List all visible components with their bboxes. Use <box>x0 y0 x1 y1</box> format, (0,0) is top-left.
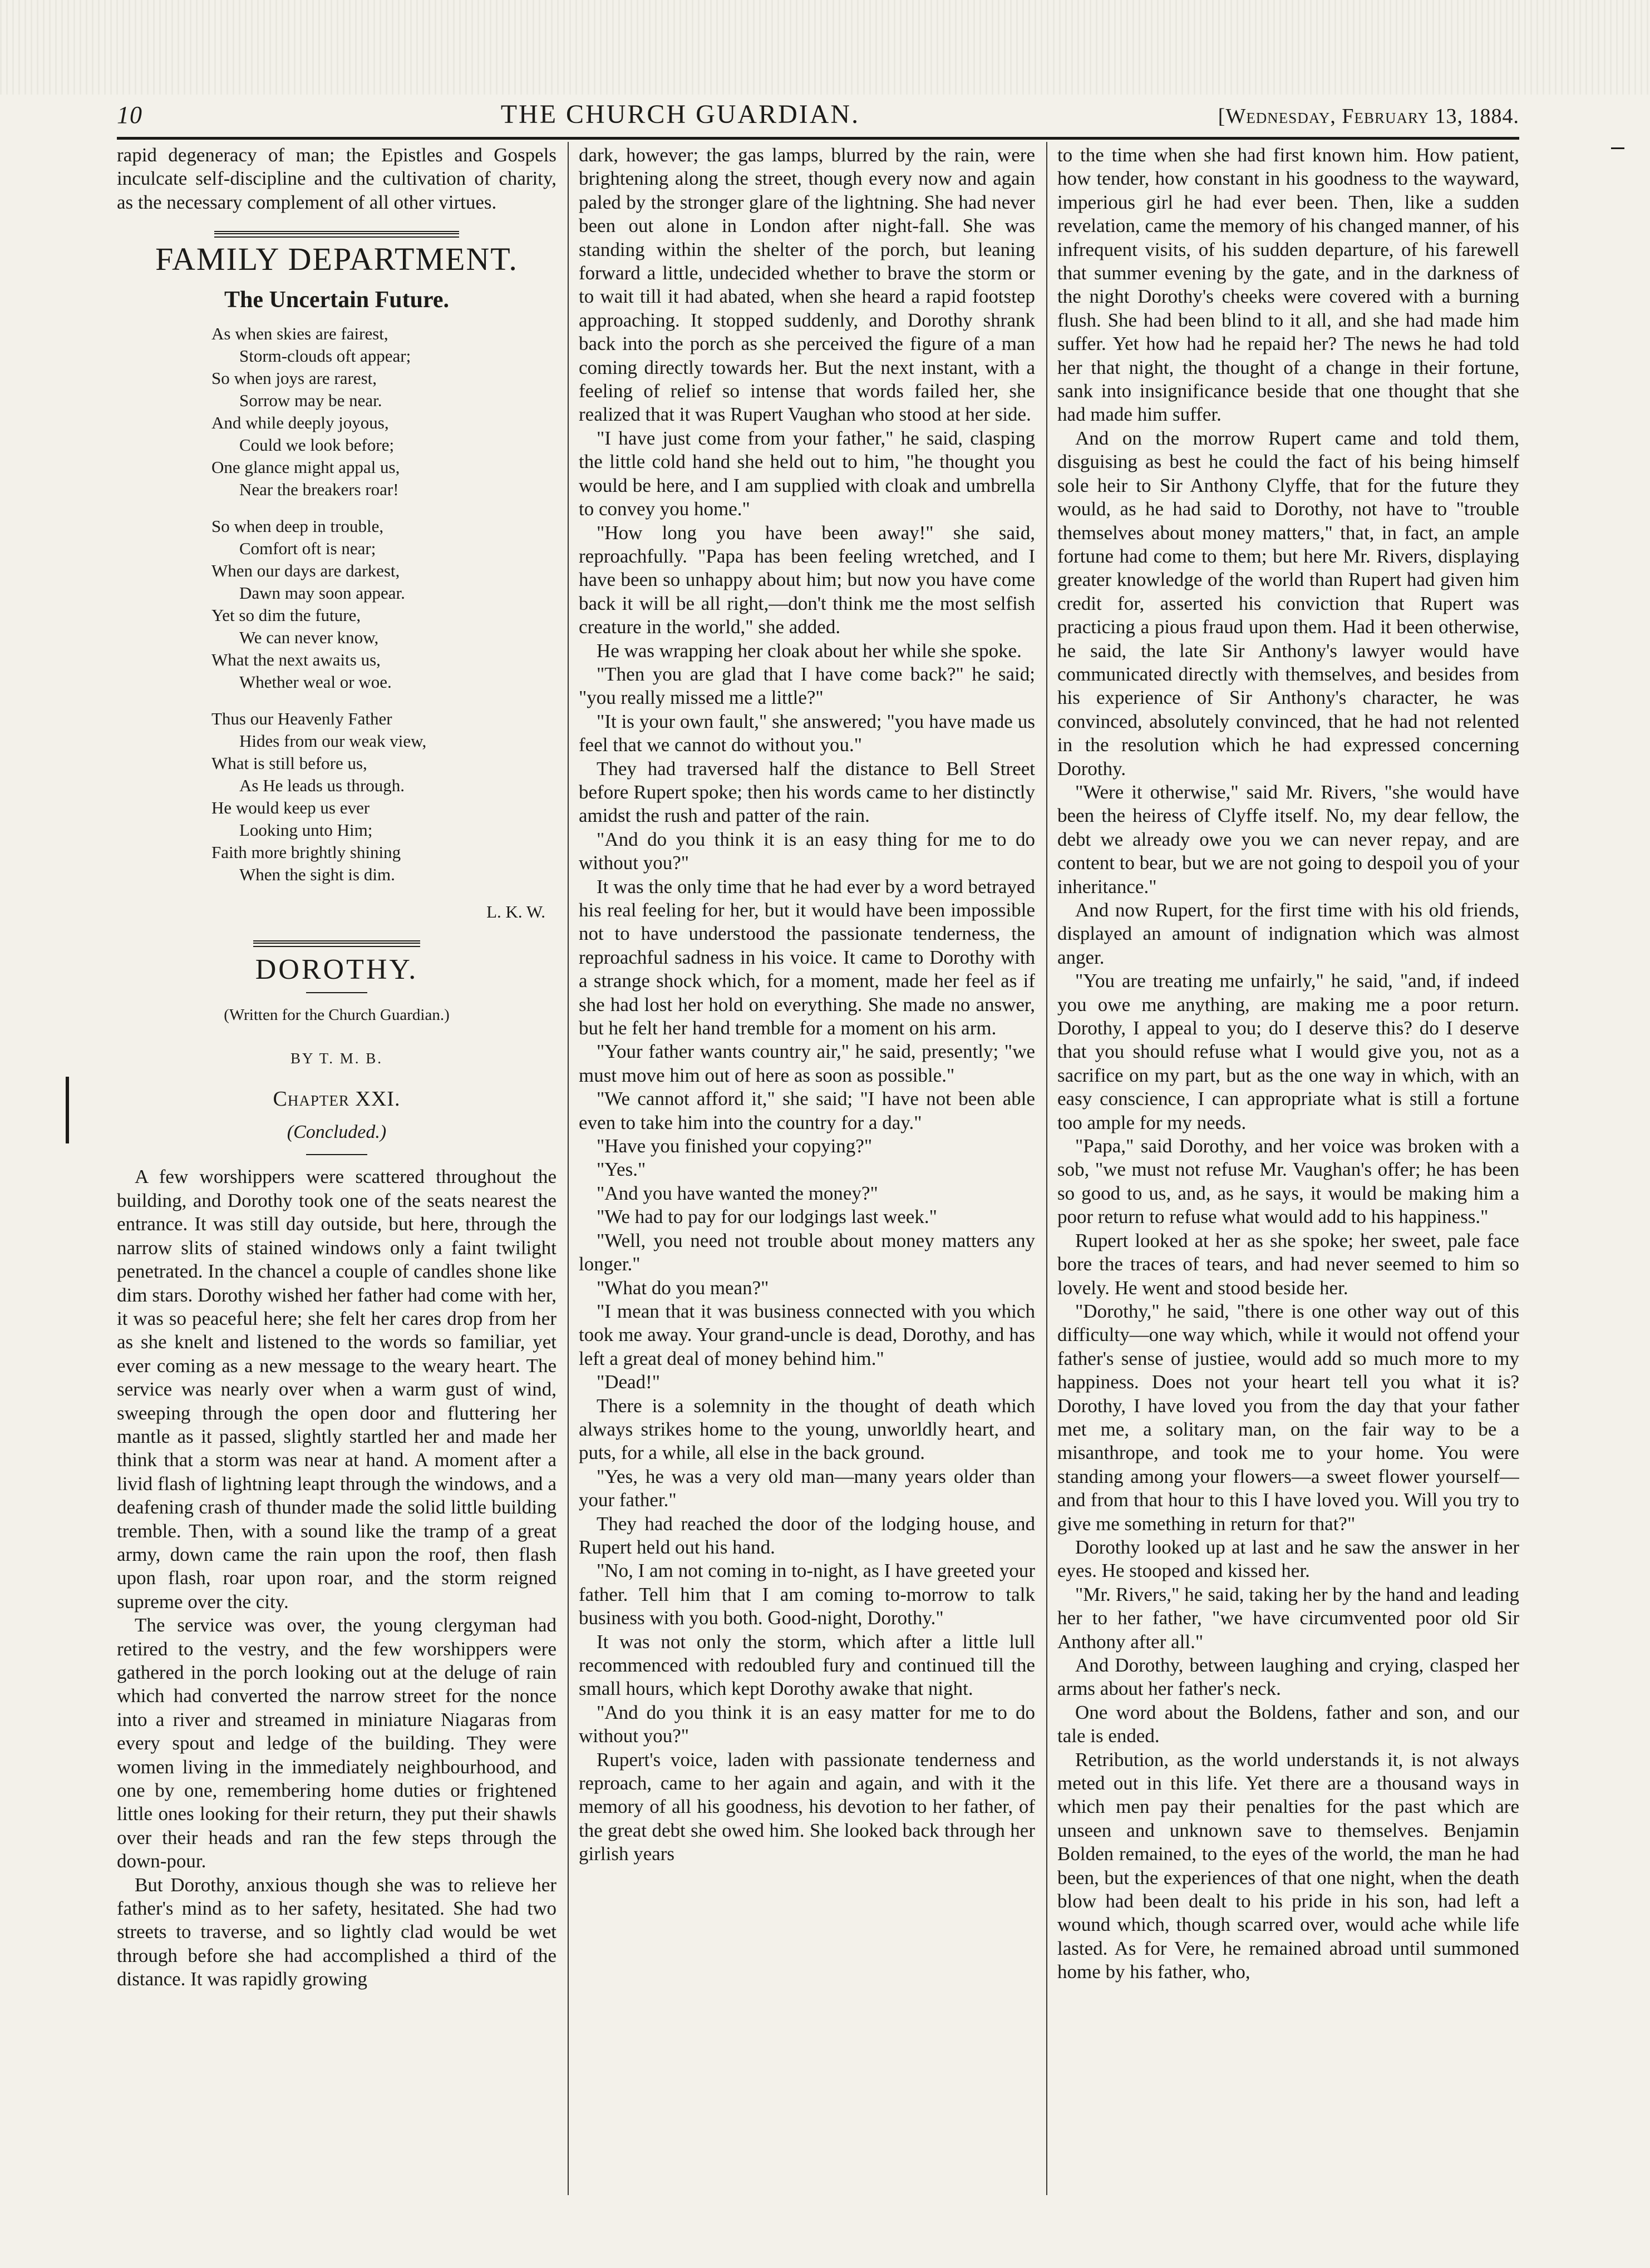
poem-line: Looking unto Him; <box>239 820 373 840</box>
story-title: DOROTHY. <box>255 954 418 986</box>
poem-line: Yet so dim the future, <box>211 605 361 625</box>
poem-line: What is still before us, <box>211 753 367 773</box>
poem-line: He would keep us ever <box>211 798 370 818</box>
story-paragraph: "I have just come from your father," he said, clasping the little cold hand she held out to him, "he thought you would be here, and I am supplied with cloak and umbrella to convey you home." <box>579 427 1035 520</box>
poem-line: As when skies are fairest, <box>211 324 388 344</box>
poem-line: One glance might appal us, <box>211 457 400 477</box>
story-paragraph: The service was over, the young clergyman had retired to the vestry, and the few worshippers were gathered in the porch looking out at the deluge of rain which had converted the narrow street for the nonce into a river and streamed in miniature Niagaras from every spout and ledge of the building. They were women living in the immediately neighbourhood, and one by one, remembering home duties or frightened little ones looking for their return, they put their shawls over their heads and ran the few steps through the down-pour. <box>117 1614 556 1872</box>
story-paragraph: A few worshippers were scattered throughout the building, and Dorothy took one of the seats nearest the entrance. It was still day outside, but here, through the narrow slits of stained windows only a faint twilight penetrated. In the chancel a couple of candles shone like dim stars. Dorothy wished her father had come with her, it was so peaceful here; she felt her cares drop from her as she knelt and listened to the words so familiar, yet ever coming as a new message to the weary heart. The service was nearly over when a warm gust of wind, sweeping through the open door and fluttering her mantle as it passed, slightly startled her and made her think that a storm was near at hand. A moment after a livid flash of lightning leapt through the windows, and a deafening crash of thunder made the solid little building tremble. Then, with a sound like the tramp of a great army, down came the rain upon the roof, then flash upon flash, roar upon roar, and the storm reigned supreme over the city. <box>117 1166 556 1613</box>
story-paragraph: Retribution, as the world understands it, is not always meted out in this life. Yet there are a thousand ways in which men pay their penalties for the past which are unseen and unknown save to themselves. Benjamin Bolden remained, to the eyes of the world, the man he had been, but the experiences of that one night, when the death blow had been dealt to his pride in his son, had left a wound which, though scarred over, would ache while life lasted. As for Vere, he remained abroad until summoned home by his father, who, <box>1057 1748 1519 1983</box>
story-paragraph: "I mean that it was business connected with you which took me away. Your grand-uncle is dead, Dorothy, and has left a great deal of money behind him." <box>579 1300 1035 1369</box>
written-for-note: (Written for the Church Guardian.) <box>224 1005 450 1024</box>
lead-in-paragraph: rapid degeneracy of man; the Epistles and Gospels inculcate self-discipline and the cultivation of charity, as the necessary complement of all other virtues. <box>117 144 556 213</box>
story-paragraph: Rupert looked at her as she spoke; her sweet, pale face bore the traces of tears, and had never seemed to him so lovely. He went and stood beside her. <box>1057 1229 1519 1299</box>
page-number: 10 <box>117 101 142 129</box>
story-paragraph: to the time when she had first known him. How patient, how tender, how constant in his goodness to the wayward, imperious girl he had ever been. Then, like a sudden revelation, came the memory of his changed manner, of his infrequent visits, of his sudden departure, of his farewell that summer evening by the gate, and in the darkness of the night Dorothy's cheeks were covered with a burning flush. She had been blind to it all, and she had made him suffer. Yet how had he repaid her? The news he had told her that night, the thought of a change in their fortune, sank into insignificance beside that one thought that she had made him suffer. <box>1057 144 1519 426</box>
column-2 <box>579 144 1035 2197</box>
story-paragraph: "How long you have been away!" she said, reproachfully. "Papa has been feeling wretched, and I have been so unhappy about him; but now you have come back it will be all right,—don't think me the most selfish creature in the world," she added. <box>579 521 1035 638</box>
poem-stanza <box>211 323 556 501</box>
poem-line: And while deeply joyous, <box>211 413 389 433</box>
story-paragraph: One word about the Boldens, father and son, and our tale is ended. <box>1057 1701 1519 1747</box>
story-paragraph: And on the morrow Rupert came and told them, disguising as best he could the fact of his being himself sole heir to Sir Anthony Clyffe, that for the future they would, as he had said to Dorothy, not have to "trouble themselves about money matters," that, in fact, an ample fortune had come to them; but here Mr. Rivers, displaying greater knowledge of the world than Rupert had given him credit for, asserted his conviction that Rupert was practicing a pious fraud upon them. Had it been otherwise, he said, the late Sir Anthony's lawyer would have communicated directly with themselves, and besides from his experience of Sir Anthony's character, he was convinced, absolutely convinced, that he had not relented in the resolution which he had expressed concerning Dorothy. <box>1057 427 1519 780</box>
story-paragraph: They had reached the door of the lodging house, and Rupert held out his hand. <box>579 1512 1035 1558</box>
concluded-note: (Concluded.) <box>287 1122 387 1143</box>
poem-line: What the next awaits us, <box>211 650 381 670</box>
short-rule <box>306 992 367 993</box>
story-paragraph: "Well, you need not trouble about money matters any longer." <box>579 1229 1035 1275</box>
poem-line: Dawn may soon appear. <box>239 583 405 603</box>
poem-line: Hides from our weak view, <box>239 731 427 751</box>
column-1 <box>117 144 556 2197</box>
masthead-rule <box>117 137 1519 140</box>
column-3 <box>1057 144 1519 2197</box>
story-paragraph: There is a solemnity in the thought of death which always strikes home to the young, unworldly heart, and puts, for a while, all else in the back ground. <box>579 1394 1035 1464</box>
story-paragraph: Dorothy looked up at last and he saw the answer in her eyes. He stooped and kissed her. <box>1057 1536 1519 1582</box>
column-divider-1 <box>568 142 569 2195</box>
story-paragraph: "Were it otherwise," said Mr. Rivers, "she would have been the heiress of Clyffe itself. No, my dear fellow, the debt we already owe you we can never repay, and are content to bear, but we are not going to despoil you of your inheritance." <box>1057 781 1519 898</box>
story-paragraph: And now Rupert, for the first time with his old friends, displayed an amount of indignation which was almost anger. <box>1057 899 1519 968</box>
story-paragraph: Rupert's voice, laden with passionate tenderness and reproach, came to her again and again, and with it the memory of all his goodness, his devotion to her father, of the great debt she owed him. She looked back through her girlish years <box>579 1748 1035 1865</box>
story-paragraph: But Dorothy, anxious though she was to relieve her father's mind as to her safety, hesitated. She had two streets to traverse, and so lightly clad would be wet through before she had accomplished a third of the distance. It was rapidly growing <box>117 1873 556 1990</box>
story-paragraph: "We cannot afford it," she said; "I have not been able even to take him into the country for a day." <box>579 1088 1035 1133</box>
column-divider-2 <box>1046 142 1047 2195</box>
margin-mark <box>66 1077 69 1143</box>
story-paragraph: "Mr. Rivers," he said, taking her by the hand and leading her to her father, "we have circumvented poor old Sir Anthony after all." <box>1057 1583 1519 1653</box>
story-paragraph: "You are treating me unfairly," he said, "and, if indeed you owe me anything, are making me a poor return. Dorothy, I appeal to you; do I deserve this? do I deserve that you should refuse what I would give you, not as a sacrifice on my part, but as the one way in which, with an easy conscience, I can appropriate what is still a fortune too ample for my needs. <box>1057 970 1519 1133</box>
story-paragraph: "Yes." <box>597 1158 646 1181</box>
story-paragraph: "Dorothy," he said, "there is one other way out of this difficulty—one way which, while it would not offend your father's sense of justiee, would add so much more to my happiness. Does not your heart tell you what it is? Dorothy, I have loved you from the day that your father met me, a solitary man, on the fair way to be a misanthrope, and took me to your home. You were standing among your flowers—a sweet flower yourself—and from that hour to this I have loved you. Will you try to give me something in return for that?" <box>1057 1300 1519 1535</box>
poem-line: Thus our Heavenly Father <box>211 709 392 729</box>
story-paragraph: "We had to pay for our lodgings last week." <box>597 1206 937 1228</box>
department-heading: FAMILY DEPARTMENT. <box>155 241 518 278</box>
poem-line: Could we look before; <box>239 435 395 455</box>
masthead <box>117 99 1519 138</box>
poem-stanza <box>211 515 556 693</box>
story-paragraph: "Your father wants country air," he said, presently; "we must move him out of here as soon as possible." <box>579 1041 1035 1086</box>
poem-signature: L. K. W. <box>486 902 545 922</box>
issue-date: [Wednesday, February 13, 1884. <box>1218 105 1519 128</box>
story-rule <box>253 940 420 947</box>
poem-line: We can never know, <box>239 628 379 648</box>
poem <box>211 323 556 886</box>
story-paragraph: It was the only time that he had ever by a word betrayed his real feeling for her, but it would have been impossible not to have understood the passionate tenderness, the reproachful sadness in his voice. It came to Dorothy with a strange shock which, for a moment, made her feel as if she had lost her hold on everything. She made no answer, but he felt her hand tremble for a moment on his arm. <box>579 875 1035 1039</box>
department-rule <box>214 231 459 238</box>
poem-stanza <box>211 708 556 886</box>
poem-line: Near the breakers roar! <box>239 480 399 500</box>
poem-line: So when deep in trouble, <box>211 516 384 536</box>
poem-line: When the sight is dim. <box>239 865 395 885</box>
story-paragraph: It was not only the storm, which after a little lull recommenced with redoubled fury and continued till the small hours, which kept Dorothy awake that night. <box>579 1630 1035 1700</box>
poem-line: Faith more brightly shining <box>211 842 401 862</box>
poem-line: So when joys are rarest, <box>211 368 377 388</box>
poem-line: Storm-clouds oft appear; <box>239 346 411 366</box>
page-top-speckle <box>0 0 1650 95</box>
poem-line: As He leads us through. <box>239 776 405 796</box>
story-paragraph: "Dead!" <box>597 1371 661 1393</box>
byline: BY T. M. B. <box>290 1050 383 1067</box>
poem-line: Comfort oft is near; <box>239 539 376 559</box>
poem-title: The Uncertain Future. <box>224 287 450 313</box>
story-paragraph: "What do you mean?" <box>597 1276 769 1299</box>
story-paragraph: "And do you think it is an easy thing for me to do without you?" <box>579 828 1035 874</box>
story-paragraph: "Then you are glad that I have come back?" he said; "you really missed me a little?" <box>579 663 1035 709</box>
story-paragraph: They had traversed half the distance to Bell Street before Rupert spoke; then his words came to her distinctly amidst the rush and patter of the rain. <box>579 757 1035 827</box>
story-paragraph: "Papa," said Dorothy, and her voice was broken with a sob, "we must not refuse Mr. Vaughan's offer; he has been so good to us, and, as he says, it would be making him a poor return to refuse what would add to his happiness." <box>1057 1135 1519 1228</box>
poem-line: Sorrow may be near. <box>239 391 382 411</box>
story-paragraph: "No, I am not coming in to-night, as I have greeted your father. Tell him that I am coming to-morrow to talk business with you both. Good-night, Dorothy." <box>579 1560 1035 1629</box>
story-paragraph: And Dorothy, between laughing and crying, clasped her arms about her father's neck. <box>1057 1654 1519 1700</box>
poem-line: Whether weal or woe. <box>239 672 392 692</box>
publication-title: THE CHURCH GUARDIAN. <box>500 100 860 129</box>
short-rule <box>306 1154 367 1155</box>
story-paragraph: "And do you think it is an easy matter for me to do without you?" <box>579 1701 1035 1747</box>
story-paragraph: "It is your own fault," she answered; "you have made us feel that we cannot do without you." <box>579 710 1035 756</box>
story-paragraph: "And you have wanted the money?" <box>597 1182 878 1204</box>
story-paragraph: dark, however; the gas lamps, blurred by the rain, were brightening along the street, though every now and again paled by the stronger glare of the lightning. She had never been out alone in London after night-fall. She was standing within the shelter of the porch, but leaning forward a little, undecided whether to brave the storm or to wait till it had abated, when she heard a rapid footstep approaching. It stopped suddenly, and Dorothy shrank back into the porch as she perceived the figure of a man coming directly towards her. But the next instant, with a feeling of relief so intense that words failed her, she realized that it was Rupert Vaughan who stood at her side. <box>579 144 1035 426</box>
story-paragraph: "Yes, he was a very old man—many years older than your father." <box>579 1465 1035 1511</box>
column-1-paragraphs <box>117 1165 556 1991</box>
margin-tick <box>1611 147 1624 149</box>
poem-line: When our days are darkest, <box>211 561 400 581</box>
chapter-heading: Chapter XXI. <box>273 1087 401 1111</box>
story-paragraph: "Have you finished your copying?" <box>597 1135 873 1157</box>
story-paragraph: He was wrapping her cloak about her while she spoke. <box>597 639 1022 662</box>
